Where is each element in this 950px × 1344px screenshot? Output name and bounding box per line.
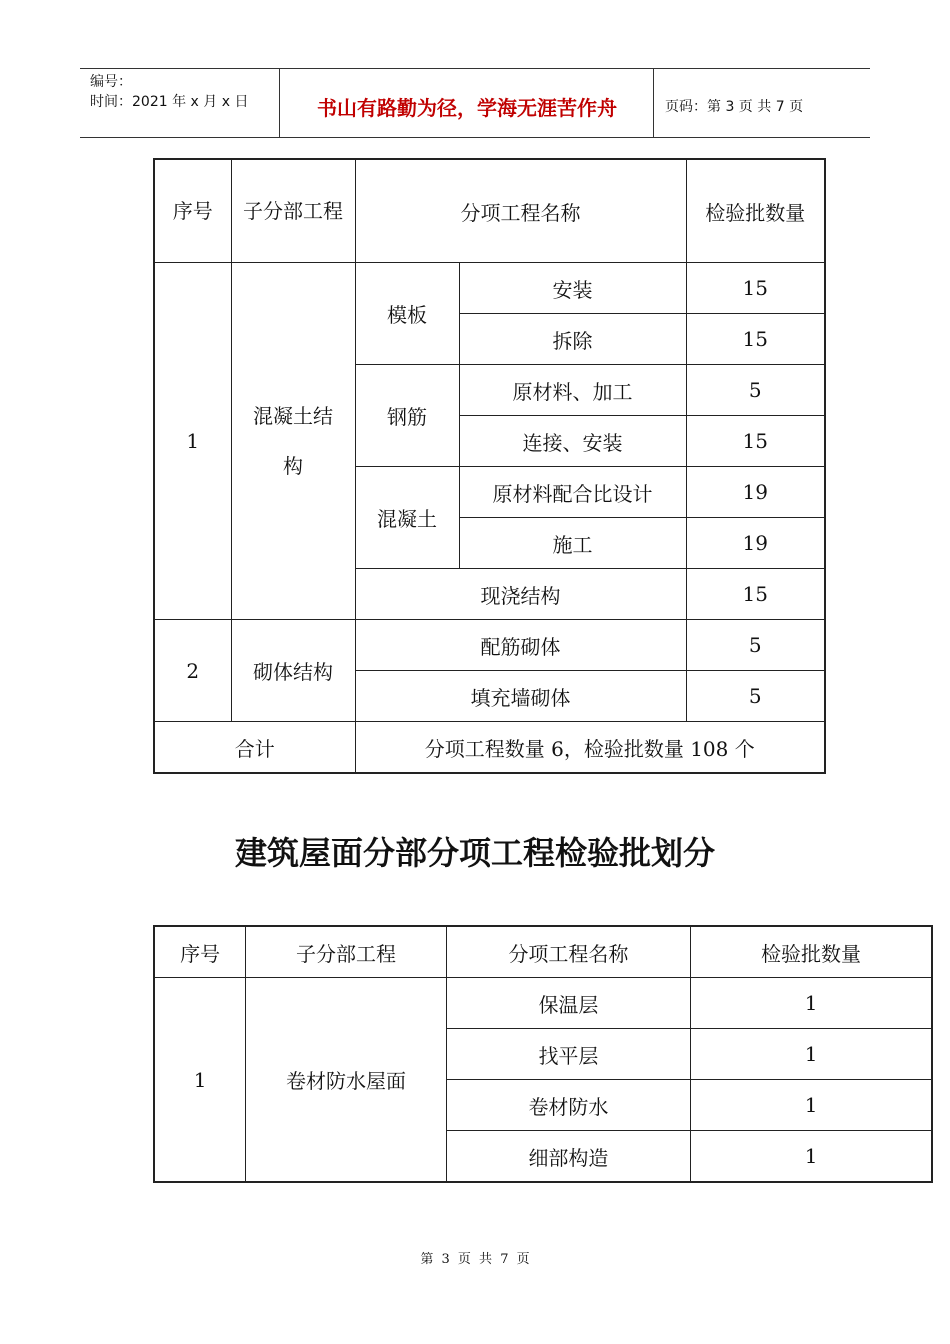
row-count: 19 (686, 518, 825, 569)
row-name: 细部构造 (446, 1131, 690, 1183)
row-category: 模板 (355, 263, 459, 365)
header-sub: 子分部工程 (246, 926, 446, 978)
row-name: 安装 (459, 263, 686, 314)
row-count: 15 (686, 416, 825, 467)
number-label: 编号： (90, 74, 132, 90)
row-no: 1 (154, 263, 231, 620)
header-sub: 子分部工程 (231, 159, 355, 263)
row-name: 配筋砌体 (355, 620, 686, 671)
row-count: 15 (686, 263, 825, 314)
table-row (154, 263, 825, 314)
row-count: 15 (686, 569, 825, 620)
header-count: 检验批数量 (691, 926, 932, 978)
total-label: 合计 (154, 722, 355, 774)
row-count: 5 (686, 365, 825, 416)
page-header (80, 68, 870, 138)
row-name: 卷材防水 (446, 1080, 690, 1131)
motto: 书山有路勤为径，学海无涯苦作舟 (281, 69, 654, 137)
header-name: 分项工程名称 (446, 926, 690, 978)
total-row (154, 722, 825, 774)
header-no: 序号 (154, 926, 246, 978)
row-no: 1 (154, 978, 246, 1183)
roof-table (153, 925, 933, 1183)
row-category: 钢筋 (355, 365, 459, 467)
row-count: 19 (686, 467, 825, 518)
table-row (154, 620, 825, 671)
header-count: 检验批数量 (686, 159, 825, 263)
section-title: 建筑屋面分部分项工程检验批划分 (234, 834, 715, 872)
row-name: 施工 (459, 518, 686, 569)
row-sub: 砌体结构 (231, 620, 355, 722)
row-sub: 卷材防水屋面 (246, 978, 446, 1183)
header-name: 分项工程名称 (355, 159, 686, 263)
row-count: 1 (691, 978, 932, 1029)
row-name: 保温层 (446, 978, 690, 1029)
page-indicator: 页码：第 3 页 共 7 页 (665, 99, 804, 115)
header-no: 序号 (154, 159, 231, 263)
row-count: 15 (686, 314, 825, 365)
row-sub: 混凝土结构 (231, 263, 355, 620)
page-footer: 第 3 页 共 7 页 (420, 1252, 530, 1267)
table-header-row (154, 159, 825, 263)
row-name: 找平层 (446, 1029, 690, 1080)
row-count: 1 (691, 1029, 932, 1080)
row-count: 5 (686, 671, 825, 722)
row-count: 1 (691, 1080, 932, 1131)
row-name: 拆除 (459, 314, 686, 365)
row-name: 连接、安装 (459, 416, 686, 467)
table-header-row (154, 926, 932, 978)
row-no: 2 (154, 620, 231, 722)
table-row (154, 978, 932, 1029)
row-count: 5 (686, 620, 825, 671)
header-meta (80, 69, 280, 137)
date-label: 时间：2021 年 x 月 x 日 (90, 94, 249, 110)
structure-table (153, 158, 826, 774)
row-name: 原材料、加工 (459, 365, 686, 416)
row-category: 混凝土 (355, 467, 459, 569)
row-name: 现浇结构 (355, 569, 686, 620)
row-name: 填充墙砌体 (355, 671, 686, 722)
total-text: 分项工程数量 6，检验批数量 108 个 (355, 722, 825, 774)
row-name: 原材料配合比设计 (459, 467, 686, 518)
row-count: 1 (691, 1131, 932, 1183)
